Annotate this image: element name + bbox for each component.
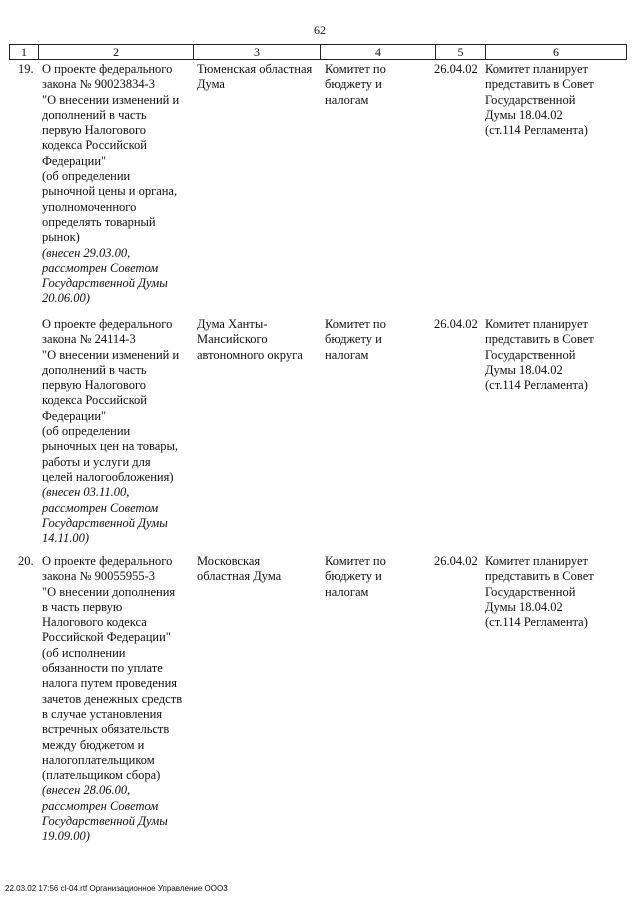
initiator: Дума Ханты- Мансийского автономного округа (197, 317, 303, 362)
column-header-3: 3 (194, 45, 321, 60)
submission-note: (внесен 29.03.00, рассмотрен Советом Государственной Думы 20.06.00) (42, 245, 168, 306)
committee: Комитет по бюджету и налогам (325, 62, 386, 107)
page-number: 62 (314, 23, 326, 37)
entry-number: 20. (18, 554, 34, 568)
entry-date: 26.04.02 (434, 62, 478, 76)
entry-number: 19. (18, 62, 34, 76)
column-header-1: 1 (10, 45, 39, 60)
submission-note: (внесен 03.11.00, рассмотрен Советом Государственной Думы 14.11.00) (42, 485, 168, 546)
bill-description: О проекте федерального закона № 90023834-3 "О внесении изменений и дополнений в часть первую Налогового кодекса Российской Федерации" (об определении рыночной цены и органа, уполномоченного определять товарный рынок) (внесен 29.03.00, рассмотрен Советом Государственной Думы 20.06.00) (42, 62, 192, 307)
initiator: Московская областная Дума (197, 554, 282, 584)
entry-date: 26.04.02 (434, 554, 478, 568)
column-header-4: 4 (321, 45, 436, 60)
column-header-row (9, 44, 627, 60)
initiator: Тюменская областная Дума (197, 62, 313, 92)
entry-date: 26.04.02 (434, 317, 478, 331)
bill-description: О проекте федерального закона № 24114-3 "О внесении изменений и дополнений в часть первую Налогового кодекса Российской Федерации" (об определении рыночных цен на товары, работы и услуги для целей налогообложения) (внесен 03.11.00, рассмотрен Советом Государственной Думы 14.11.00) (42, 317, 192, 546)
column-header-5: 5 (436, 45, 486, 60)
column-header-6: 6 (486, 45, 627, 60)
bill-description: О проекте федерального закона № 90055955-3 "О внесении дополнения в часть первую Налогового кодекса Российской Федерации" (об исполнении обязанности по уплате налога путем проведения зачетов денежных средств в случае установления встречных обязательств между бюджетом и налогоплательщиком (плательщиком сбора) (внесен 28.06.00, рассмотрен Советом Государственной Думы 19.09.00) (42, 554, 192, 845)
status-note: Комитет планирует представить в Совет Государственной Думы 18.04.02 (ст.114 Регламента) (485, 62, 594, 138)
page-footer: 22.03.02 17:56 cl-04.rtf Организационное Управление ООО3 (5, 884, 228, 893)
committee: Комитет по бюджету и налогам (325, 554, 386, 599)
committee: Комитет по бюджету и налогам (325, 317, 386, 362)
submission-note: (внесен 28.06.00, рассмотрен Советом Государственной Думы 19.09.00) (42, 783, 168, 844)
column-header-2: 2 (39, 45, 194, 60)
status-note: Комитет планирует представить в Совет Государственной Думы 18.04.02 (ст.114 Регламента) (485, 554, 594, 630)
status-note: Комитет планирует представить в Совет Государственной Думы 18.04.02 (ст.114 Регламента) (485, 317, 594, 393)
